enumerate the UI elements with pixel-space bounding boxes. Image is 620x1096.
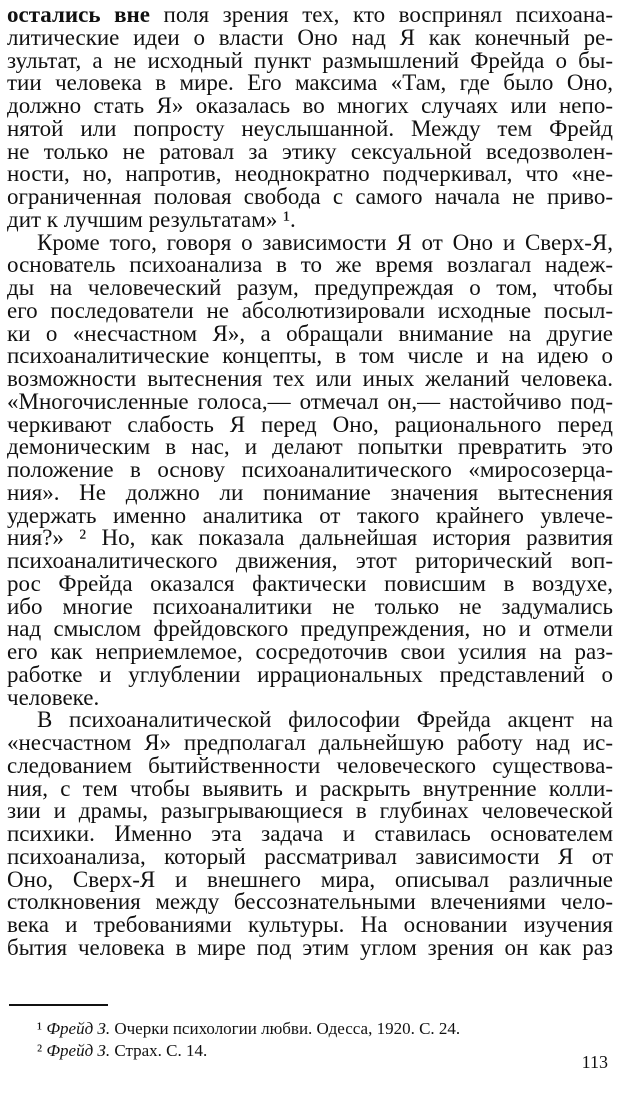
text-line: В психоаналитической философии Фрейда акцент на	[37, 707, 613, 733]
text-line: возможности вытеснения тех или иных желаний человека.	[7, 366, 613, 391]
bold-run: остались вне	[7, 2, 150, 27]
text-line: не только не ратовал за этику сексуальной вседозволен-	[7, 138, 613, 164]
text-line: ибо многие психоаналитики не только не задумались	[7, 593, 613, 619]
text-line: бытия человека в мире под этим углом зрения он как раз	[7, 934, 613, 960]
text-line: ки о «несчастном Я», а обращали внимание на другие	[7, 320, 613, 346]
text-line: психоаналитические концепты, в том числе и на идею о	[7, 343, 613, 369]
text-line: ности, но, напротив, неоднократно подчеркивал, что «не-	[7, 161, 613, 187]
text-line: демоническим в нас, и делают попытки превратить это	[7, 434, 613, 460]
text-line: Кроме того, говоря о зависимости Я от Оно и Сверх-Я,	[37, 229, 613, 255]
text-line: ограниченная половая свобода с самого начала не приво-	[7, 184, 613, 209]
text-line: его последователи не абсолютизировали исходные посыл-	[7, 297, 613, 323]
text-line: над смыслом фрейдовского предупреждения, но и отмели	[7, 616, 613, 642]
text-line: ния». Не должно ли понимание значения вытеснения	[7, 479, 613, 505]
text-line: литические идеи о власти Оно над Я как конечный ре-	[7, 24, 613, 50]
footnote-mark: ¹	[37, 1019, 43, 1038]
text-line: психоаналитического движения, этот риторический воп-	[7, 548, 613, 573]
footnote-text: Очерки психологии любви. Одесса, 1920. С. 24.	[114, 1019, 461, 1038]
text-line: положение в основу психоаналитического «миросозерца-	[7, 457, 613, 482]
text-line: остались вне поля зрения тех, кто воспринял психоана-	[7, 2, 613, 27]
text-line: ды на человеческий разум, предупреждая о том, чтобы	[7, 275, 613, 300]
footnote-mark: ²	[37, 1041, 43, 1060]
text-line: «несчастном Я» предполагал дальнейшую работу над ис-	[7, 730, 613, 755]
footnote	[37, 1019, 597, 1039]
text-line: зультат, а не исходный пункт размышлений Фрейда о бы-	[7, 47, 613, 73]
text-line: зии и драмы, разыгрывающиеся в глубинах человеческой	[7, 798, 613, 824]
text-line: Оно, Сверх-Я и внешнего мира, описывал различные	[7, 866, 613, 892]
text-line: рос Фрейда оказался фактически повисшим в воздухе,	[7, 570, 613, 596]
text-line: его как неприемлемое, сосредоточив свои усилия на раз-	[7, 639, 613, 664]
text-line: нятой или попросту неуслышанной. Между тем Фрейд	[7, 115, 613, 141]
text-line: психики. Именно эта задача и ставилась основателем	[7, 821, 613, 846]
text-line: работке и углублении иррациональных представлений о	[7, 661, 613, 687]
footnote-author: Фрейд З.	[46, 1019, 111, 1038]
text-line: следованием бытийственности человеческого существова-	[7, 752, 613, 778]
text-line: основатель психоанализа в то же время возлагал надеж-	[7, 252, 613, 278]
text-line: удержать именно аналитика от такого крайнего увлече-	[7, 502, 613, 528]
text-line: тии человека в мире. Его максима «Там, где было Оно,	[7, 70, 613, 96]
page-number: 113	[581, 1052, 608, 1072]
footnote-text: Страх. С. 14.	[114, 1041, 208, 1060]
footnote	[37, 1041, 597, 1061]
footnote-separator	[9, 1004, 108, 1006]
text-line: века и требованиями культуры. На основании изучения	[7, 912, 613, 937]
text-line: человеке.	[7, 684, 100, 710]
text-line: должно стать Я» оказалась во многих случаях или непо-	[7, 93, 613, 118]
text-line: дит к лучшим результатам» ¹.	[7, 206, 296, 232]
text-line: столкновения между бессознательными влечениями чело-	[7, 889, 613, 915]
text-line: ния, с тем чтобы выявить и раскрыть внутренние колли-	[7, 775, 613, 801]
text-line: психоанализа, который рассматривал зависимости Я от	[7, 843, 613, 869]
text-line: «Многочисленные голоса,— отмечал он,— настойчиво под-	[7, 388, 613, 414]
text-line: черкивают слабость Я перед Оно, рационального перед	[7, 411, 613, 437]
text-line: ния?» ² Но, как показала дальнейшая история развития	[7, 525, 613, 551]
footnote-author: Фрейд З.	[46, 1041, 111, 1060]
